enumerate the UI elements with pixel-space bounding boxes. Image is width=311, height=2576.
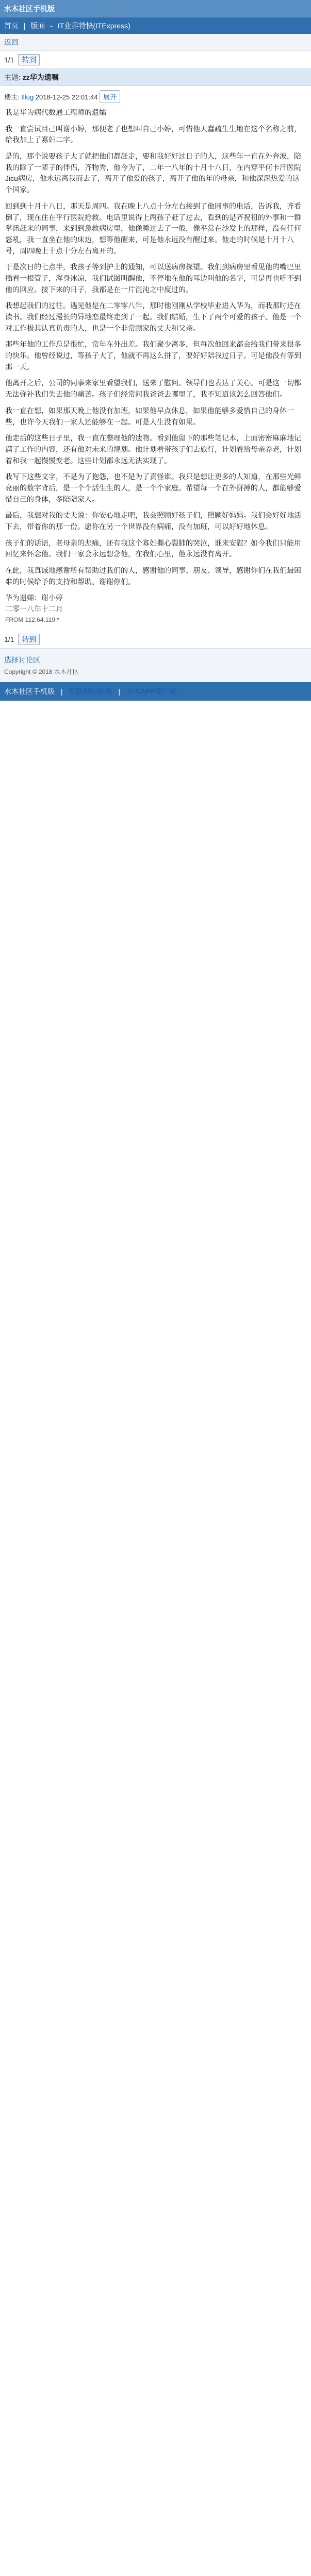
subject-prefix: 主题:	[4, 73, 21, 81]
post-paragraph: 回到到十月十八日，那天是周四。我在晚上八点十分左右接到了他同事的电话，告诉我，齐看倒了，现在住在平行医院抢救。电话里说得上两孩子赶了过去，看到的是齐祝祖的外事和一群掌讯赶来的同事，来到到急救病房里，他像睡过去了一般，像平常在沙发上的那样，没有任何怒吼，我一直坐在他的床边，想等他醒来，可是他永远没有醒过来。他走的时候是十月十八号，周四晚上十点十分左右离开的。	[5, 201, 301, 255]
post-paragraph: 我写下这些文字，不是为了抱怨，也不是为了责怪谁。我只是想让更多的人知道，在那些光鲜亮丽的数字背后，是一个个活生生的人，是一个个家庭。希望每一个在外拼搏的人，都能够爱惜自己的身体，多陪陪家人。	[5, 472, 301, 503]
thread-subject: zz华为遗嘱	[22, 73, 59, 81]
post-datetime: 2018-12-25 22:01:44	[35, 93, 98, 101]
go-to-page-button-bottom[interactable]: 转到	[18, 634, 40, 645]
top-pager	[0, 51, 311, 69]
post-paragraph: 我想起我们的过往。遇见他是在二零零八年，那时他刚刚从学校毕业进入华为，而我那时还在读书。我们经过漫长的异地恋最终走到了一起。我们结婚，生下了两个可爱的孩子。他是一个对工作极其认真负责的人，也是一个非常顾家的丈夫和父亲。	[5, 301, 301, 332]
post-meta: 楼主: Illug 2018-12-25 22:01:44 展开	[0, 86, 311, 103]
post-title-line: 我是华为病代数通工程师的遗孀	[5, 108, 106, 116]
post-paragraph: 在此，我真诚地感谢所有帮助过我们的人，感谢他的同事、朋友、领导，感谢你们在我们最困难的时候给予的支持和帮助。谢谢你们。	[5, 566, 301, 586]
switch-desktop-link[interactable]: 切换到电脑版	[69, 687, 112, 696]
bottom-pager	[0, 631, 311, 648]
breadcrumb	[0, 18, 311, 34]
post-paragraph: 于是次日的七点半，我孩子等到护士的通知，可以送病房探望。我们到病房里看见他的嘴巴里插着一根管子，浑身冰凉，我们试图叫醒他，不停地在他的耳边叫他的名字，可是再也听不到他的回应。接下来的日子，我都是在一片混沌之中度过的。	[5, 263, 301, 294]
go-to-page-button[interactable]: 转到	[18, 54, 40, 65]
post-paragraphs	[5, 124, 306, 588]
brand-line: 水木社区手机版	[4, 687, 55, 696]
expand-button[interactable]: 展开	[100, 90, 120, 103]
app-title: 水木社区手机版	[4, 5, 55, 13]
post-paragraph: 我一直尝试目己叫谢小婷，那便老了也想叫自己小婷，可惜他天蠢疏生生地在这个名称之前，给我加上了寡妇二字。	[5, 124, 301, 144]
post-paragraph: 那些年他的工作总是很忙，常年在外出差。我们聚少离多，但每次他回来都会给我们带来很多的快乐。他曾经说过，等孩子大了，他就不再这么拼了，要好好陪我过日子。可是他没有等到那一天。	[5, 340, 301, 371]
post-content	[0, 103, 311, 631]
post-paragraph: 他走后的这些日子里，我一直在整理他的遗物。看到他留下的那些笔记本，上面密密麻麻地记满了工作的内容，还有他对未来的规划。他计划着带孩子们去旅行，计划着给母亲养老，计划着和我一起慢慢变老。这些计划都永远无法实现了。	[5, 434, 301, 465]
nav-boards-link[interactable]: 版面	[30, 22, 45, 30]
nav-board-link[interactable]: IT业界特快(ITExpress)	[57, 22, 130, 30]
separator: |	[60, 687, 63, 696]
breadcrumb-separator: -	[50, 22, 53, 30]
back-link[interactable]: 返回	[4, 38, 19, 46]
signature	[5, 592, 306, 615]
bottom-bar	[0, 682, 311, 701]
app-title-bar	[0, 0, 311, 18]
app-client-link[interactable]: 水木APP客户端	[126, 687, 177, 696]
breadcrumb-separator: |	[23, 22, 26, 30]
post-role: 楼主	[4, 93, 18, 101]
post-paragraph: 他离开之后，公司的同事来家里看望我们，送来了慰问。领导们也表达了关心。可是这一切都无法弥补我们失去他的痛苦。孩子们经常问我爸爸去哪里了，我不知道该怎么回答他们。	[5, 379, 301, 399]
post-paragraph: 是的，那个说要孩子大了就把他们都赶走，要和我好好过日子的人，这些年一直在外奔波，陪我的除了一辈子的伴侣，齐物秀，他今为了，二年一八年的十月十八日，在内穿平何卡汗医院Jicu病房，他永远离我而去了，离开了他爱的孩子，离开了他的年的母亲，和他深深热爱的这个国家。	[5, 152, 301, 194]
signature-line: 二零一八年十二月	[5, 605, 63, 614]
post-paragraph: 我一直在想，如果那天晚上他没有加班，如果他早点休息，如果他能够多爱惜自己的身体一些，也许今天我们一家人还能够在一起。可是人生没有如果。	[5, 406, 294, 426]
post-paragraph: 孩子们的话语，老母亲的悲痛，还有我这个寡妇撕心裂肺的哭泣，谁来安慰？如今我们只能用回忆来怀念他。我们一家会永远想念他，在我们心里，他永远没有离开。	[5, 538, 301, 558]
thread-title-bar	[0, 69, 311, 86]
copyright: Copyright © 2018 水木社区	[4, 668, 79, 676]
back-row	[0, 34, 311, 51]
page-indicator: 1/1	[4, 56, 14, 64]
page-indicator-bottom: 1/1	[4, 635, 14, 644]
separator: |	[118, 687, 120, 696]
author-link[interactable]: Illug	[21, 93, 34, 101]
post-from: FROM 112.64.119.*	[5, 616, 59, 623]
footer-links	[0, 648, 311, 682]
select-board-link[interactable]: 选择讨论区	[4, 656, 40, 665]
nav-home-link[interactable]: 首页	[4, 22, 19, 30]
post-paragraph: 最后，我想对我的丈夫说：你安心地走吧，我会照顾好孩子们，照顾好妈妈。我们会好好地活下去，带着你的那一份。愿你在另一个世界没有病痛，没有加班，可以好好地休息。	[5, 511, 301, 531]
signature-line: 华为遗孀：谢小婷	[5, 594, 63, 602]
